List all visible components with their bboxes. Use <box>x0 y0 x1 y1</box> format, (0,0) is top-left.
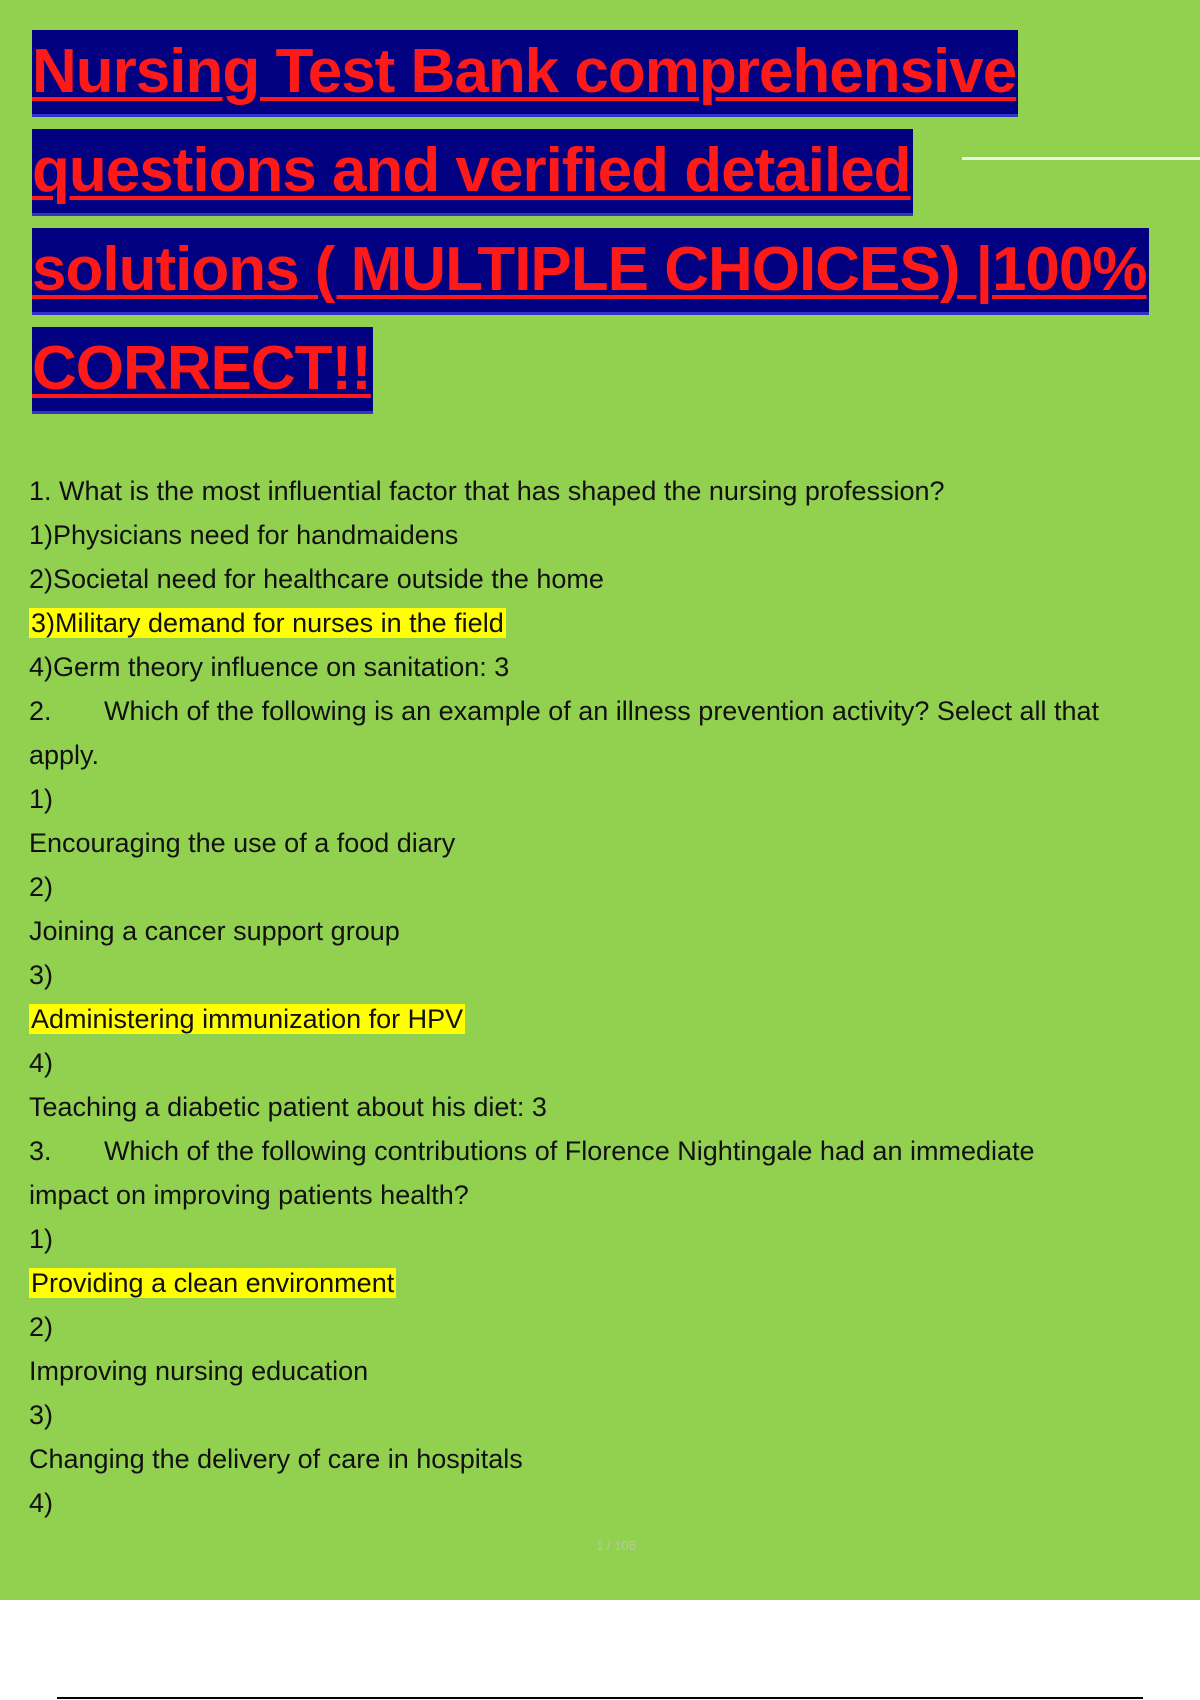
line-text: apply. <box>29 740 100 770</box>
question-number: 2. <box>29 696 52 726</box>
line-text: 3) <box>29 960 54 990</box>
content-line <box>29 1261 1199 1305</box>
line-text: Encouraging the use of a food diary <box>29 828 456 858</box>
content-line <box>29 777 1199 821</box>
line-text: 2) <box>29 1312 54 1342</box>
highlighted-answer: Administering immunization for HPV <box>31 1004 464 1034</box>
line-text: Joining a cancer support group <box>29 916 400 946</box>
title-line <box>32 129 1192 228</box>
content-line <box>29 1041 1199 1085</box>
content-line <box>29 1437 1199 1481</box>
title-text: CORRECT!! <box>32 327 373 414</box>
line-text: 1)Physicians need for handmaidens <box>29 520 459 550</box>
line-text: Which of the following contributions of Florence Nightingale had an immediate <box>104 1136 1035 1166</box>
title-line <box>32 327 1192 426</box>
line-text: Which of the following is an example of an illness prevention activity? Select all that <box>104 696 1100 726</box>
line-text: 4) <box>29 1488 54 1518</box>
content-line <box>29 821 1199 865</box>
title-text: solutions ( MULTIPLE CHOICES) |100% <box>32 228 1149 315</box>
line-text: 4) <box>29 1048 54 1078</box>
question-content <box>29 469 1199 1525</box>
line-text: Changing the delivery of care in hospitals <box>29 1444 523 1474</box>
line-text: 1. What is the most influential factor that has shaped the nursing profession? <box>29 476 945 506</box>
line-text: impact on improving patients health? <box>29 1180 469 1210</box>
page-number: 1 / 106 <box>596 1538 636 1553</box>
content-line <box>29 909 1199 953</box>
content-line <box>29 1173 1199 1217</box>
highlighted-answer: Providing a clean environment <box>31 1268 395 1298</box>
footer-rule-line <box>57 1697 1143 1699</box>
content-line <box>29 953 1199 997</box>
line-text: 2) <box>29 872 54 902</box>
title-line <box>32 30 1192 129</box>
content-line <box>29 469 1199 513</box>
content-line <box>29 1305 1199 1349</box>
content-line <box>29 1217 1199 1261</box>
line-text: 4)Germ theory influence on sanitation: 3 <box>29 652 510 682</box>
content-line <box>29 601 1199 645</box>
title-text: Nursing Test Bank comprehensive <box>32 30 1018 117</box>
content-line <box>29 1481 1199 1525</box>
document-title <box>32 30 1192 426</box>
line-text: 1) <box>29 784 54 814</box>
content-line <box>29 689 1199 733</box>
question-number: 3. <box>29 1136 52 1166</box>
content-line <box>29 1349 1199 1393</box>
highlighted-answer: 3)Military demand for nurses in the field <box>31 608 504 638</box>
content-line <box>29 1393 1199 1437</box>
title-rule-line <box>962 157 1200 160</box>
line-text: 1) <box>29 1224 54 1254</box>
content-line <box>29 997 1199 1041</box>
content-line <box>29 645 1199 689</box>
content-line <box>29 733 1199 777</box>
content-line <box>29 513 1199 557</box>
line-text: 2)Societal need for healthcare outside the home <box>29 564 604 594</box>
line-text: Teaching a diabetic patient about his diet: 3 <box>29 1092 547 1122</box>
line-text: Improving nursing education <box>29 1356 369 1386</box>
content-line <box>29 865 1199 909</box>
content-line <box>29 1085 1199 1129</box>
content-line <box>29 1129 1199 1173</box>
title-text: questions and verified detailed <box>32 129 913 216</box>
line-text: 3) <box>29 1400 54 1430</box>
content-line <box>29 557 1199 601</box>
title-line <box>32 228 1192 327</box>
